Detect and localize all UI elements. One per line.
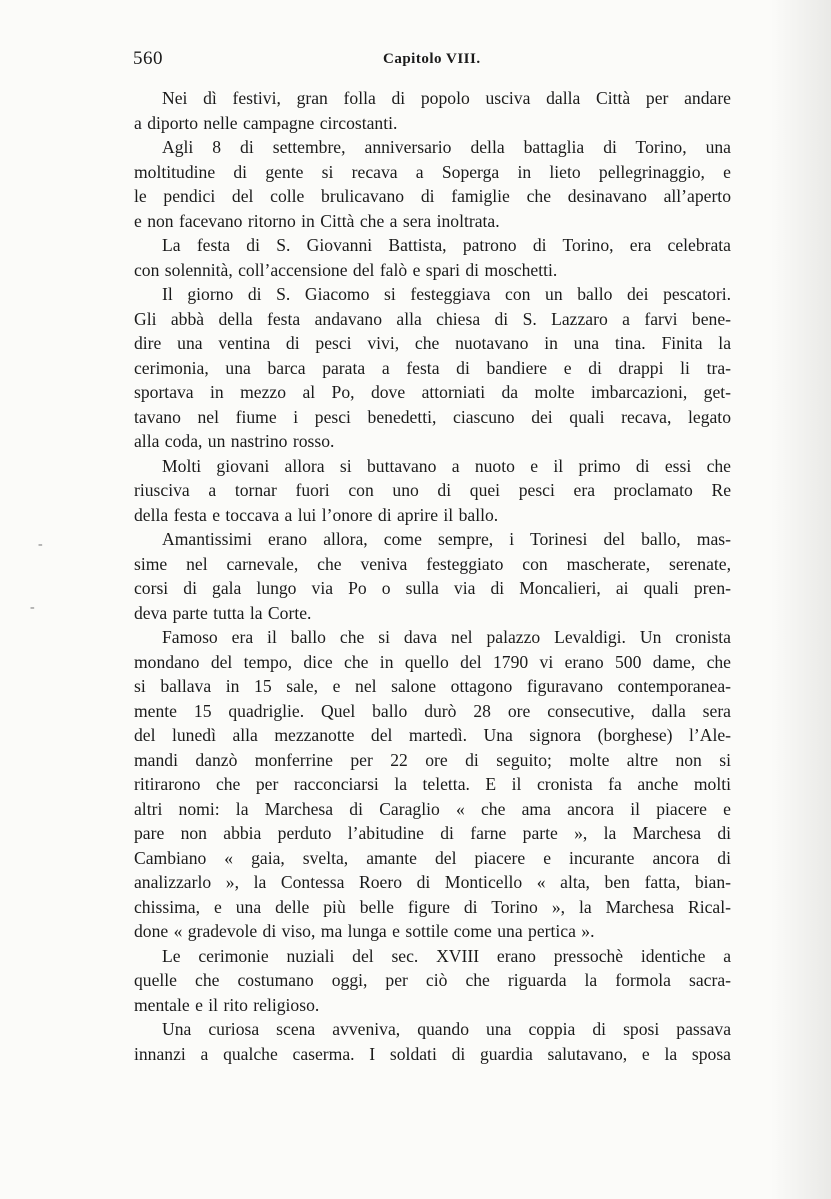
text-line: con solennità, coll’accensione del falò e spari di moschetti. bbox=[134, 259, 558, 280]
text-line: moltitudine di gente si recava a Soperga in lieto pellegrinaggio, e bbox=[134, 161, 731, 182]
text-line: La festa di S. Giovanni Battista, patrono di Torino, era celebrata bbox=[162, 235, 731, 255]
text-line: Una curiosa scena avveniva, quando una coppia di sposi passava bbox=[162, 1019, 731, 1039]
text-line: Amantissimi erano allora, come sempre, i Torinesi del ballo, mas- bbox=[162, 529, 731, 549]
text-line: quelle che costumano oggi, per ciò che riguarda la formola sacra- bbox=[134, 970, 731, 990]
text-line: sime nel carnevale, che veniva festeggiato con mascherate, serenate, bbox=[134, 553, 731, 574]
text-line: pare non abbia perduto l’abitudine di farne parte », la Marchesa di bbox=[134, 823, 731, 843]
text-line: Agli 8 di settembre, anniversario della battaglia di Torino, una bbox=[162, 137, 731, 157]
text-line: le pendici del colle brulicavano di famiglie che desinavano all’aperto bbox=[134, 186, 731, 206]
page-edge-shadow bbox=[771, 0, 831, 1199]
text-line: tavano nel fiume i pesci benedetti, ciascuno dei quali recava, legato bbox=[134, 406, 731, 427]
text-line: del lunedì alla mezzanotte del martedì. Una signora (borghese) l’Ale- bbox=[134, 725, 731, 745]
margin-dash-mark: - bbox=[38, 537, 43, 552]
text-line: riusciva a tornar fuori con uno di quei pesci era proclamato Re bbox=[134, 480, 731, 500]
page-number: 560 bbox=[133, 48, 163, 69]
text-line: deva parte tutta la Corte. bbox=[134, 602, 312, 623]
text-line: Il giorno di S. Giacomo si festeggiava con un ballo dei pescatori. bbox=[162, 284, 731, 304]
text-line: si ballava in 15 sale, e nel salone ottagono figuravano contemporanea- bbox=[134, 676, 731, 696]
text-line: della festa e toccava a lui l’onore di aprire il ballo. bbox=[134, 504, 499, 525]
text-line: Le cerimonie nuziali del sec. XVIII erano pressochè identiche a bbox=[162, 945, 731, 966]
text-line: altri nomi: la Marchesa di Caraglio « che ama ancora il piacere e bbox=[134, 798, 731, 819]
chapter-title: Capitolo VIII. bbox=[383, 51, 481, 67]
body-text bbox=[134, 86, 731, 1066]
text-line: mandi danzò monferrine per 22 ore di seguito; molte altre non si bbox=[134, 749, 731, 770]
text-line: chissima, e una delle più belle figure di Torino », la Marchesa Rical- bbox=[134, 896, 731, 917]
text-line: Famoso era il ballo che si dava nel palazzo Levaldigi. Un cronista bbox=[162, 627, 731, 647]
text-line: mentale e il rito religioso. bbox=[134, 994, 320, 1015]
margin-dash-mark: - bbox=[30, 600, 35, 615]
text-line: Gli abbà della festa andavano alla chiesa di S. Lazzaro a farvi bene- bbox=[134, 308, 731, 329]
text-line: sportava in mezzo al Po, dove attorniati da molte imbarcazioni, get- bbox=[134, 382, 731, 402]
text-line: e non facevano ritorno in Città che a sera inoltrata. bbox=[134, 210, 500, 231]
text-line: done « gradevole di viso, ma lunga e sottile come una pertica ». bbox=[134, 921, 595, 941]
text-line: alla coda, un nastrino rosso. bbox=[134, 431, 335, 451]
text-line: mente 15 quadriglie. Quel ballo durò 28 ore consecutive, dalla sera bbox=[134, 700, 731, 721]
text-line: Cambiano « gaia, svelta, amante del piacere e incurante ancora di bbox=[134, 847, 731, 868]
text-line: ritirarono che per racconciarsi la teletta. E il cronista fa anche molti bbox=[134, 774, 731, 794]
text-line: innanzi a qualche caserma. I soldati di guardia salutavano, e la sposa bbox=[134, 1043, 731, 1064]
text-line: Nei dì festivi, gran folla di popolo usciva dalla Città per andare bbox=[162, 88, 731, 108]
text-line: a diporto nelle campagne circostanti. bbox=[134, 112, 398, 133]
running-head bbox=[133, 48, 733, 74]
text-line: cerimonia, una barca parata a festa di bandiere e di drappi li tra- bbox=[134, 357, 731, 378]
text-line: dire una ventina di pesci vivi, che nuotavano in una tina. Finita la bbox=[134, 333, 731, 353]
text-line: analizzarlo », la Contessa Roero di Monticello « alta, ben fatta, bian- bbox=[134, 872, 731, 892]
text-line: Molti giovani allora si buttavano a nuoto e il primo di essi che bbox=[162, 455, 731, 476]
text-line: corsi di gala lungo via Po o sulla via di Moncalieri, ai quali pren- bbox=[134, 578, 731, 598]
text-line: mondano del tempo, dice che in quello del 1790 vi erano 500 dame, che bbox=[134, 651, 731, 672]
